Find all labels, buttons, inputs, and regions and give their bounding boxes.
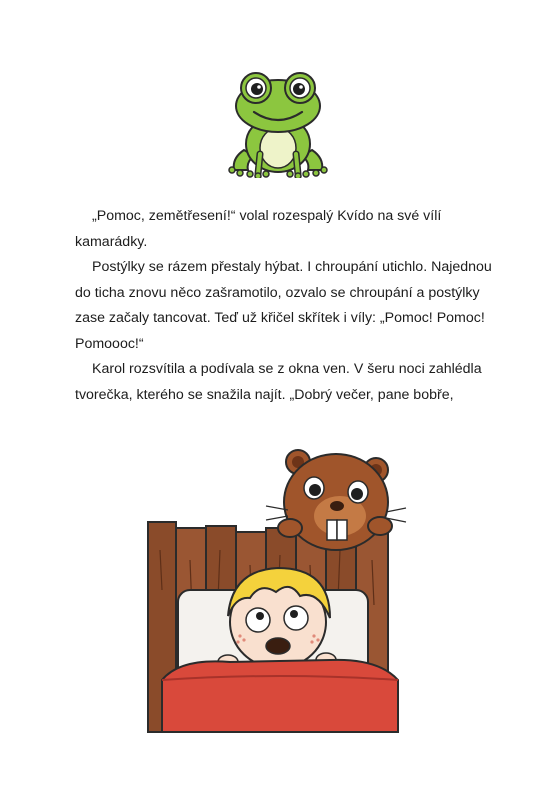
paragraph-3: Karol rozsvítila a podívala se z okna ven. V šeru noci zahlédla tvorečka, kterého se snažila najít. „Dobrý večer, pane bobře, (75, 361, 482, 403)
frog-illustration (226, 70, 330, 178)
beaver-bed-illustration (140, 440, 410, 740)
paragraph-2: Postýlky se rázem přestaly hýbat. I chroupání utichlo. Najednou do ticha znovu něco zašramotilo, ozvalo se chroupání a postýlky zase začaly tancovat. Teď už křičel skřítek i víly: „Pomoc! Pomoc! Pomoooc!“ (75, 259, 492, 352)
story-text (75, 204, 495, 408)
paragraph-1: „Pomoc, zemětřesení!“ volal rozespalý Kvído na své vílí kamarádky. (75, 208, 442, 250)
beaver-icon (266, 450, 406, 550)
